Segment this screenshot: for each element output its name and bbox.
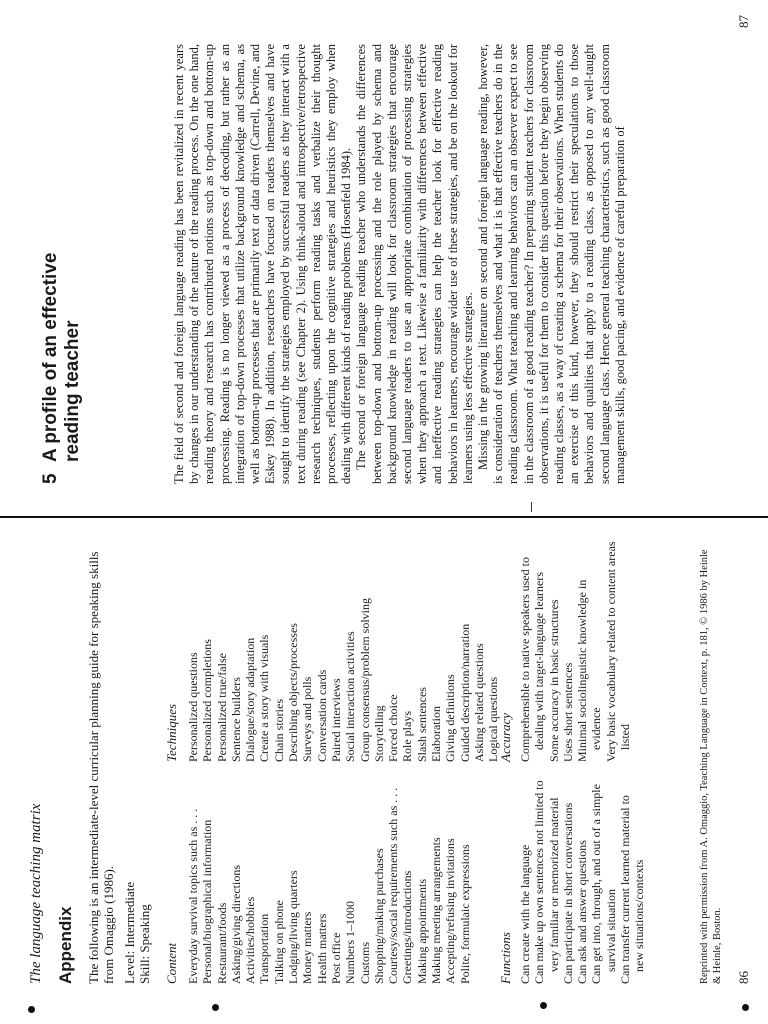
skill-line: Skill: Speaking: [137, 904, 152, 984]
accuracy-item: Minimal sociolinguistic knowledge in evidence: [575, 579, 604, 762]
page-gutter-divider: [0, 516, 768, 518]
content-item: Everyday survival topics such as . . .: [186, 808, 200, 984]
accuracy-item: Some accuracy in basic structures: [546, 599, 561, 762]
technique-item: Dialogue/story adaptation: [243, 637, 258, 762]
content-list: [186, 774, 472, 984]
techniques-heading: Techniques: [164, 703, 179, 762]
technique-item: Elaboration: [429, 706, 444, 762]
body-paragraph: The field of second and foreign language reading has been revitalized in recent years by changes in our understanding of the nature of the reading process. On the one hand, reading theory and research has contributed notions such as top-down and bottom-up processing. Reading is no longer viewed as a process of decoding, but rather as an integration of top-down processes that utilize background knowledge and schema, as well as bottom-up processes that are primarily text or data driven (Carrell, Devine, and Eskey 1988). In addition, researchers have focused on readers themselves and have sought to identify the strategies employed by successful readers as they interact with a text during reading (see Chapter 2). Using think-aloud and introspective/retrospective research techniques, students perform reading tasks and verbalize their thought processes, reflecting upon the cognitive strategies and heuristics they employ when dealing with different kinds of reading problems (Hosenfeld 1984).: [172, 44, 354, 484]
punch-hole-mark: [212, 1004, 219, 1011]
content-item: Personal/biographical information: [200, 819, 215, 984]
content-item: Transportation: [257, 913, 272, 984]
content-item: Shopping/making purchases: [371, 848, 386, 984]
technique-item: Role plays: [400, 711, 415, 762]
running-head: The language teaching matrix: [28, 803, 44, 984]
content-item: Making appointments: [414, 879, 429, 984]
chapter-title-line-1: A profile of an effective: [40, 252, 61, 462]
technique-item: Slash sentences: [414, 687, 429, 762]
technique-item: Conversation cards: [314, 669, 329, 762]
content-item: Talking on phone: [271, 900, 286, 984]
appendix-intro: The following is an intermediate-level curricular planning guide for speaking skills from Omaggio (1986).: [86, 551, 116, 984]
function-item: Can make up own sentences not limited to very familiar or memorized material: [532, 780, 561, 984]
content-item: Customs: [357, 941, 372, 984]
content-item: Lodging/living quarters: [286, 870, 301, 984]
technique-item: Personalized true/false: [214, 653, 229, 762]
content-item: Post office: [328, 932, 343, 984]
content-item: Restaurant/foods: [214, 902, 229, 984]
punch-hole-mark: [540, 1002, 547, 1009]
function-item: Can get into, through, and out of a simple survival situation: [589, 784, 618, 984]
content-item: Health matters: [314, 913, 329, 984]
left-page: [0, 514, 768, 1024]
techniques-list: [186, 537, 501, 762]
technique-item: Forced choice: [386, 694, 401, 762]
content-item: Making meeting arrangements: [429, 837, 444, 984]
punch-hole-mark: [742, 1004, 749, 1011]
level-line: Level: Intermediate: [122, 881, 137, 984]
content-item: Polite, formulaic expressions: [457, 844, 472, 984]
function-item: Can ask and answer questions: [575, 840, 590, 984]
appendix-title: Appendix: [56, 906, 75, 984]
content-item: Asking/giving directions: [228, 865, 243, 984]
level-skill-block: [122, 882, 152, 984]
technique-item: Describing objects/processes: [286, 623, 301, 762]
technique-item: Create a story with visuals: [257, 634, 272, 762]
permission-credit: Reprinted with permission from A. Omaggio, Teaching Language in Context, p. 181, © 1986 by Heinle & Heinle, Boston.: [699, 549, 723, 984]
chapter-number: 5: [40, 473, 61, 484]
content-item: Courtesy/social requirements such as . . .: [386, 787, 401, 984]
technique-item: Storytelling: [371, 705, 386, 762]
content-heading: Content: [164, 942, 179, 984]
technique-item: Group consensus/problem solving: [357, 598, 372, 762]
technique-item: Guided description/narration: [457, 623, 472, 762]
content-item: Activities/hobbies: [243, 896, 258, 984]
functions-list: [518, 774, 647, 984]
punch-hole-mark: [28, 1006, 35, 1013]
page-number-right: 87: [736, 15, 751, 28]
function-item: Can create with the language: [518, 844, 532, 984]
accuracy-item: Uses short sentences: [560, 662, 575, 762]
technique-item: Personalized completions: [200, 639, 215, 762]
body-paragraph: The second or foreign language reading teacher who understands the differences between top-down and bottom-up processing and the role played by schema and background knowledge in reading will look for classroom strategies that encourage second language readers to use an appropriate combination of processing strategies when they approach a text. Likewise a familiarity with differences between effective and ineffective reading strategies can help the teacher look for effective reading behaviors in learners, encourage wider use of these strategies, and be on the lookout for learners using less effective strategies.: [354, 44, 475, 484]
accuracy-heading: Accuracy: [498, 712, 513, 762]
body-paragraph: Missing in the growing literature on second and foreign language reading, however, is consideration of teachers themselves and what it is that effective teachers do in the reading classroom. What teaching and learning behaviors can an observer expect to see in the classroom of a good reading teacher? In preparing student teachers for classroom observations, it is useful for them to consider this question before they begin observing reading classes, as a way of creating a schema for their observations. When students do an exercise of this kind, however, they should restrict their speculations to those behaviors and qualities that apply to a reading class, as opposed to any well-taught second language class. Hence general teaching characteristics, such as good classroom management skills, good pacing, and evidence of careful preparation of: [476, 44, 627, 484]
accuracy-list: [518, 537, 632, 762]
technique-item: Asking related questions: [471, 643, 486, 762]
technique-item: Paired interviews: [328, 678, 343, 762]
accuracy-item: Comprehensible to native speakers used to dealing with target-language learners: [518, 557, 547, 762]
content-item: Accepting/refusing invitations: [443, 838, 458, 984]
functions-heading: Functions: [498, 932, 513, 984]
technique-item: Logical questions: [486, 677, 501, 762]
technique-item: Surveys and polls: [300, 676, 315, 762]
function-item: Can participate in short conversations: [560, 802, 575, 984]
technique-item: Giving definitions: [443, 674, 458, 762]
chapter-title: [40, 252, 84, 484]
technique-item: Personalized questions: [186, 652, 200, 762]
function-item: Can transfer current learned material to new situations/contexts: [618, 795, 647, 984]
page-number-left: 86: [736, 971, 751, 984]
content-item: Money matters: [300, 911, 315, 984]
content-item: Greetings/introductions: [400, 870, 415, 984]
technique-item: Sentence builders: [228, 677, 243, 762]
technique-item: Chain stories: [271, 699, 286, 762]
technique-item: Social interaction activities: [343, 631, 358, 762]
accuracy-item: Very basic vocabulary related to content areas listed: [603, 541, 633, 762]
content-item: Numbers 1–1000: [343, 901, 358, 984]
chapter-body-text: [172, 44, 628, 484]
chapter-title-line-2: reading teacher: [62, 320, 83, 462]
